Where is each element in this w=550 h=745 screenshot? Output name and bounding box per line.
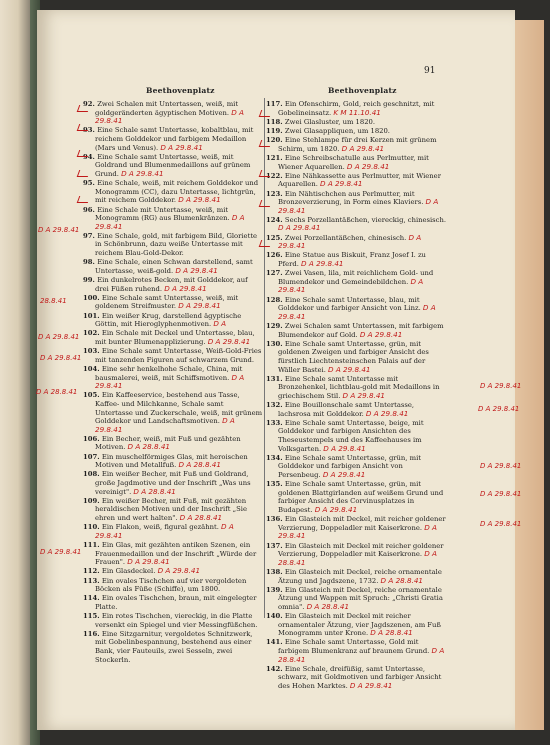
handwritten-mark: D A 29.8.41: [95, 107, 244, 126]
entry-number: 106.: [83, 434, 102, 443]
handwritten-mark: K M 11.10.41: [333, 107, 381, 117]
entry-text: Eine Schale samt Untertasse, weiß, mit goldenem Streifmuster.: [95, 293, 239, 311]
handwritten-mark: D A 29.8.41: [301, 259, 344, 269]
handwritten-mark: D A 29.8.41: [121, 168, 164, 178]
catalog-entry: [83, 100, 263, 126]
entry-number: 105.: [83, 391, 102, 400]
entry-text: Ein Glasteich mit Deckel mit reicher ornamentaler Ätzung, vier Jagdszenen, am Fuß Monogramm unter Krone.: [278, 612, 441, 638]
entry-number: 93.: [83, 126, 98, 135]
catalog-entry: [266, 340, 446, 374]
catalog-entry: [266, 322, 446, 339]
entry-number: 92.: [83, 100, 98, 108]
handwritten-mark: D A 29.8.41: [178, 301, 221, 311]
handwritten-mark: D A 29.8.41: [359, 329, 403, 339]
entry-text: Eine Schale, einen Schwan darstellend, samt Untertasse, weiß-gold.: [95, 258, 253, 275]
catalog-entry: [266, 454, 446, 480]
catalog-entry: [83, 232, 263, 258]
handwritten-mark: D A 29.8.41: [314, 505, 358, 514]
entry-number: 131.: [266, 374, 285, 383]
entry-number: 133.: [266, 418, 285, 427]
entry-text: Ein Schale mit Deckel und Untertasse, blau, mit bunter Blumenapplizierung.: [95, 329, 255, 346]
entry-number: 102.: [83, 329, 102, 338]
entry-text: Ein Nähtischchen aus Perlmutter, mit Bronzeverzierung, in Form eines Klaviers.: [278, 189, 426, 207]
catalog-entry: [266, 136, 446, 153]
entry-text: Ein Ofenschirm, Gold, reich geschnitzt, mit Gobelineinsatz.: [278, 100, 435, 117]
handwritten-mark: D A 29.8.41: [278, 276, 424, 295]
running-head-right: Beethovenplatz: [328, 86, 397, 95]
handwritten-mark: D A 29.8.41: [157, 566, 201, 576]
catalog-entry: [83, 347, 263, 364]
entry-text: Zwei Glasappliquen, um 1820.: [284, 126, 390, 135]
margin-note: D A 29.8.41: [38, 333, 80, 341]
handwritten-mark: D A 29.8.41: [365, 408, 409, 418]
entry-number: 135.: [266, 480, 285, 489]
entry-number: 101.: [83, 311, 102, 320]
entry-text: Eine Schale, weiß, mit reichem Golddekor und Monogramm (CC), dazu Untertasse, lichtgrün, mit reichem Golddekor.: [95, 179, 259, 205]
catalog-entry: [266, 118, 446, 127]
margin-note: D A 29.8.41: [40, 354, 82, 362]
handwritten-mark: D A 28.8.41: [370, 628, 413, 638]
entry-text: Eine Schale samt Untertasse, beige, mit Golddekor und farbigen Ansichten des Theseustempels und des Kaffeehauses im Volksgarten.: [278, 418, 424, 453]
entry-text: Ein Becher, weiß, mit Fuß und gezähten Motiven.: [95, 434, 241, 452]
handwritten-mark: D A 29.8.41: [160, 142, 203, 152]
catalog-entry: [83, 523, 263, 540]
catalog-entry: [83, 594, 263, 611]
entry-number: 126.: [266, 251, 285, 260]
entry-text: Eine Schale samt Untertasse, kobaltblau, mit reichem Golddekor und farbigem Medaillon (Mars und Venus).: [95, 126, 254, 152]
handwritten-mark: D A 29.8.41: [175, 265, 218, 275]
margin-note: D A 29.8.41: [38, 226, 80, 234]
entry-number: 100.: [83, 293, 102, 302]
entry-number: 120.: [266, 136, 285, 145]
entry-number: 108.: [83, 470, 102, 479]
handwritten-mark: D A 29.8.41: [322, 470, 366, 480]
entry-number: 132.: [266, 401, 285, 410]
entry-number: 113.: [83, 576, 102, 585]
entry-text: Ein Glas, mit gezähten antiken Szenen, ein Frauenmedaillon und der Inschrift „Würde der Frauen".: [95, 540, 257, 567]
entry-number: 119.: [266, 126, 285, 135]
entry-text: Ein Kaffeeservice, bestehend aus Tasse, Kaffee- und Milchkanne, Schale samt Untertasse und Zuckerschale, weiß, mit grünem Golddekor und Landschaftsmotiven.: [95, 391, 263, 426]
entry-text: Ein dunkelrotes Becken, mit Golddekor, auf drei Füßen ruhend.: [95, 276, 248, 293]
handwritten-mark: D A 28.8.41: [306, 601, 350, 611]
entry-number: 130.: [266, 339, 285, 348]
entry-number: 134.: [266, 453, 285, 462]
entry-text: Zwei Vasen, lila, mit reichlichem Gold- und Blumendekor und Gemeindebildchen.: [278, 269, 434, 286]
entry-text: Eine Bouillonschale samt Untertasse, lachsrosa mit Golddekor.: [278, 401, 415, 418]
handwritten-mark: D A 29.8.41: [278, 223, 321, 233]
handwritten-mark: D A 29.8.41: [328, 364, 371, 374]
catalog-entry: [83, 276, 263, 293]
catalog-entry: [266, 638, 446, 664]
catalog-entry: [83, 329, 263, 346]
page-number: 91: [424, 66, 436, 76]
entry-text: Ein weißer Krug, darstellend ägyptische Göttin, mit Hieroglyphenmotiven.: [95, 311, 242, 329]
handwritten-mark: D A 29.8.41: [95, 213, 245, 231]
catalog-entry: [266, 172, 446, 189]
catalog-entry: [266, 542, 446, 568]
catalog-entry: [83, 577, 263, 594]
entry-text: Eine Stehlampe für drei Kerzen mit grünem Schirm, um 1820.: [278, 136, 437, 153]
handwritten-mark: D A 28.8.41: [133, 486, 176, 496]
entry-number: 122.: [266, 171, 285, 180]
entry-number: 123.: [266, 189, 285, 198]
entry-number: 142.: [266, 664, 285, 673]
catalog-entry: [266, 586, 446, 612]
right-column: [266, 100, 446, 691]
entry-text: Eine Nähkassette aus Perlmutter, mit Wiener Aquarellen.: [278, 171, 441, 189]
entry-number: 118.: [266, 117, 285, 126]
entry-text: Zwei Schalen mit Untertassen, weiß, mit goldgeränderten ägyptischen Motiven.: [95, 100, 239, 117]
entry-text: Eine sehr henkelhohe Schale, China, mit bausmalerei, weiß, mit Schiffsmotiven.: [95, 364, 243, 382]
entry-number: 114.: [83, 594, 102, 603]
entry-number: 111.: [83, 540, 102, 549]
entry-number: 121.: [266, 153, 285, 162]
catalog-entry: [83, 294, 263, 311]
entry-text: Eine Schale samt Untertasse, weiß, mit Goldrand und Blumenmedaillons auf grünem Grund.: [95, 152, 251, 178]
entry-text: Eine Schale samt Untertasse, grün, mit Golddekor und farbigen Ansicht von Persenbeug.: [278, 453, 421, 480]
catalog-entry: [266, 612, 446, 638]
entry-text: Ein muschelförmiges Glas, mit heroischen Motiven und Metallfuß.: [95, 452, 248, 470]
entry-text: Eine Schale mit Untertasse, weiß, mit Monogramm (RG) aus Blumenkränzen.: [95, 205, 232, 223]
entry-number: 128.: [266, 295, 285, 304]
left-column: [83, 100, 263, 665]
handwritten-mark: D A 29.8.41: [349, 681, 393, 691]
catalog-entry: [266, 234, 446, 251]
entry-text: Ein weißer Becher, mit Fuß, mit gezähten heraldischen Motiven und der Inschrift „Sie ehren und wert halten".: [95, 496, 247, 522]
handwritten-mark: D A 29.8.41: [95, 372, 245, 391]
entry-text: Zwei Porzellantäßchen, chinesisch.: [284, 233, 409, 242]
entry-number: 140.: [266, 612, 285, 621]
handwritten-mark: D A 29.8.41: [178, 195, 221, 205]
entry-number: 107.: [83, 452, 102, 461]
entry-number: 104.: [83, 364, 102, 373]
catalog-entry: [266, 665, 446, 691]
handwritten-mark: D A 28.8.41: [127, 442, 170, 452]
margin-note: D A 29.8.41: [478, 405, 520, 413]
catalog-entry: [83, 567, 263, 576]
catalog-entry: [266, 375, 446, 401]
entry-text: Ein Glasteich mit Deckel mit reicher goldener Verzierung, Doppeladler mit Kaiserkrone.: [278, 541, 444, 559]
catalog-entry: [83, 153, 263, 179]
entry-text: Ein Glasteich mit Deckel, reiche ornamentale Ätzung und Jagdszene, 1732.: [278, 567, 442, 585]
entry-number: 110.: [83, 523, 102, 532]
handwritten-mark: D A 28.8.41: [278, 646, 445, 664]
handwritten-mark: D A 29.8.41: [278, 522, 437, 541]
entry-text: Eine Schale samt Untertasse, Weiß-Gold-Fries mit tanzenden Figuren auf schwarzem Grund.: [95, 347, 262, 364]
catalog-entry: [83, 497, 263, 523]
handwritten-mark: D A 29.8.41: [346, 161, 390, 171]
catalog-entry: [83, 258, 263, 275]
entry-number: 136.: [266, 515, 285, 524]
catalog-entry: [83, 179, 263, 205]
handwritten-mark: D A: [213, 319, 227, 329]
entry-number: 94.: [83, 152, 98, 161]
catalog-entry: [83, 391, 263, 434]
catalog-entry: [83, 470, 263, 496]
entry-text: Sechs Porzellantäßchen, viereckig, chinesisch.: [284, 215, 447, 224]
margin-note: D A 29.8.41: [480, 520, 522, 528]
handwritten-mark: D A 28.8.41: [278, 549, 437, 567]
entry-text: Zwei Schalen samt Untertassen, mit farbigem Blumendekor auf Gold.: [278, 321, 444, 339]
entry-text: Eine Statue aus Biskuit, Franz Josef I. zu Pferd.: [278, 251, 426, 269]
catalog-entry: [266, 127, 446, 136]
catalog-entry: [266, 419, 446, 453]
previous-page-edge: [0, 0, 30, 745]
entry-text: Eine Schale samt Untertasse, Gold mit farbigem Blumenkranz auf braunem Grund.: [278, 638, 432, 656]
catalog-entry: [266, 251, 446, 268]
running-head-left: Beethovenplatz: [146, 86, 215, 95]
entry-text: Eine Sitzgarnitur, vergoldetes Schnitzwerk, mit Gobelinbespannung, bestehend aus einer Bank, vier Fauteuils, zwei Sesseln, zwei Stockerln.: [95, 629, 253, 664]
catalog-entry: [83, 365, 263, 391]
handwritten-mark: D A 29.8.41: [127, 557, 170, 567]
entry-number: 137.: [266, 541, 285, 550]
entry-text: Eine Schale samt Untertasse, blau, mit Golddekor und farbiger Ansicht von Linz.: [278, 295, 423, 313]
entry-text: Eine Schale samt Untertasse mit Bronzehenkel, lichtblau-gold mit Medaillons in griechischem Stil.: [278, 374, 440, 400]
handwritten-mark: D A 29.8.41: [323, 443, 366, 453]
catalog-entry: [83, 453, 263, 470]
catalog-entry: [83, 612, 263, 629]
catalog-entry: [83, 541, 263, 567]
catalog-entry: [266, 480, 446, 514]
handwritten-mark: D A 29.8.41: [320, 179, 363, 189]
catalog-entry: [266, 401, 446, 418]
entry-number: 129.: [266, 321, 285, 330]
catalog-entry: [266, 515, 446, 541]
entry-text: Ein rotes Tischchen, viereckig, in die Platte versenkt ein Spiegel und vier Messingfüßchen.: [95, 612, 258, 629]
entry-number: 117.: [266, 100, 285, 108]
catalog-entry: [83, 630, 263, 664]
handwritten-mark: D A 29.8.41: [278, 303, 436, 321]
entry-number: 124.: [266, 215, 285, 224]
entry-text: Eine Schale, dreifüßig, samt Untertasse, schwarz, mit Goldmotiven und farbiger Ansicht des Hohen Marktes.: [278, 664, 442, 691]
catalog-entry: [83, 206, 263, 232]
entry-number: 115.: [83, 612, 102, 621]
handwritten-mark: D A 29.8.41: [164, 283, 207, 293]
entry-text: Ein weißer Becher, mit Fuß und Goldrand, große Jagdmotive und der Inschrift „Was uns vereinigt".: [95, 470, 251, 496]
entry-number: 95.: [83, 179, 98, 188]
margin-note: D A 29.8.41: [480, 382, 522, 390]
entry-number: 112.: [83, 567, 102, 576]
entry-number: 138.: [266, 567, 285, 576]
margin-note: D A 28.8.41: [36, 388, 78, 396]
handwritten-mark: D A 29.8.41: [341, 143, 385, 153]
margin-note: D A 29.8.41: [480, 490, 522, 498]
catalog-entry: [266, 190, 446, 216]
handwritten-mark: D A 29.8.41: [278, 232, 422, 251]
margin-note: D A 29.8.41: [40, 548, 82, 556]
handwritten-mark: D A 29.8.41: [95, 522, 234, 540]
entry-text: Ein Glasteich mit Deckel, mit reicher goldener Verzierung, Doppeladler mit Kaiserkrone.: [278, 515, 446, 532]
catalog-entry: [83, 435, 263, 452]
margin-note: D A 29.8.41: [480, 462, 522, 470]
catalog-entry: [83, 312, 263, 329]
catalog-entry: [266, 269, 446, 295]
entry-number: 99.: [83, 276, 98, 285]
entry-number: 141.: [266, 638, 285, 647]
entry-text: Eine Schreibschatulle aus Perlmutter, mit Wiener Aquarellen.: [278, 153, 429, 171]
entry-number: 116.: [83, 629, 102, 638]
handwritten-mark: D A 29.8.41: [207, 336, 251, 346]
entry-number: 98.: [83, 258, 98, 267]
entry-text: Eine Schale, gold, mit farbigem Bild, Gloriette in Schönbrunn, dazu weiße Untertasse mit reichem Blau-Gold-Dekor.: [95, 231, 258, 258]
entry-number: 139.: [266, 585, 285, 594]
catalog-entry: [266, 100, 446, 117]
catalog-entry: [83, 126, 263, 152]
entry-text: Ein Glasdeckel.: [101, 567, 158, 576]
catalog-entry: [266, 216, 446, 233]
entry-number: 96.: [83, 205, 98, 214]
catalog-entry: [266, 568, 446, 585]
handwritten-mark: D A 29.8.41: [278, 197, 439, 215]
catalog-entry: [266, 296, 446, 322]
entry-text: Eine Schale samt Untertasse, grün, mit goldenen Blattgirlanden auf weißem Grund und farbiger Ansicht des Corvinusplatzes in Budapest.: [278, 480, 444, 514]
entry-number: 109.: [83, 496, 102, 505]
entry-number: 125.: [266, 233, 285, 242]
margin-note: 28.8.41: [40, 297, 67, 305]
entry-text: Zwei Glasluster, um 1820.: [284, 117, 376, 126]
handwritten-mark: D A 28.8.41: [380, 575, 424, 585]
handwritten-mark: D A 28.8.41: [178, 460, 221, 470]
entry-text: Ein Glasteich mit Deckel, reiche ornamentale Ätzung und Wappen mit Spruch: „Christi Gratia omnia".: [278, 585, 443, 611]
entry-number: 103.: [83, 347, 102, 356]
handwritten-mark: D A 29.8.41: [95, 416, 235, 434]
entry-text: Ein Flakon, weiß, figural gezähnt.: [101, 523, 222, 532]
entry-number: 97.: [83, 231, 98, 240]
handwritten-mark: D A 28.8.41: [179, 513, 223, 522]
catalog-entry: [266, 154, 446, 171]
entry-text: Ein ovales Tischchen auf vier vergoldeten Böcken als Füße (Schiffe), um 1800.: [95, 576, 247, 594]
entry-text: Ein ovales Tischchen, braun, mit eingelegter Platte.: [95, 594, 257, 611]
entry-text: Eine Schale samt Untertasse, grün, mit goldenen Zweigen und farbiger Ansicht des fürstlich Liechtensteinschen Palais auf der Wäller Bastei.: [278, 339, 429, 374]
handwritten-mark: D A 29.8.41: [342, 390, 385, 400]
entry-number: 127.: [266, 269, 285, 278]
